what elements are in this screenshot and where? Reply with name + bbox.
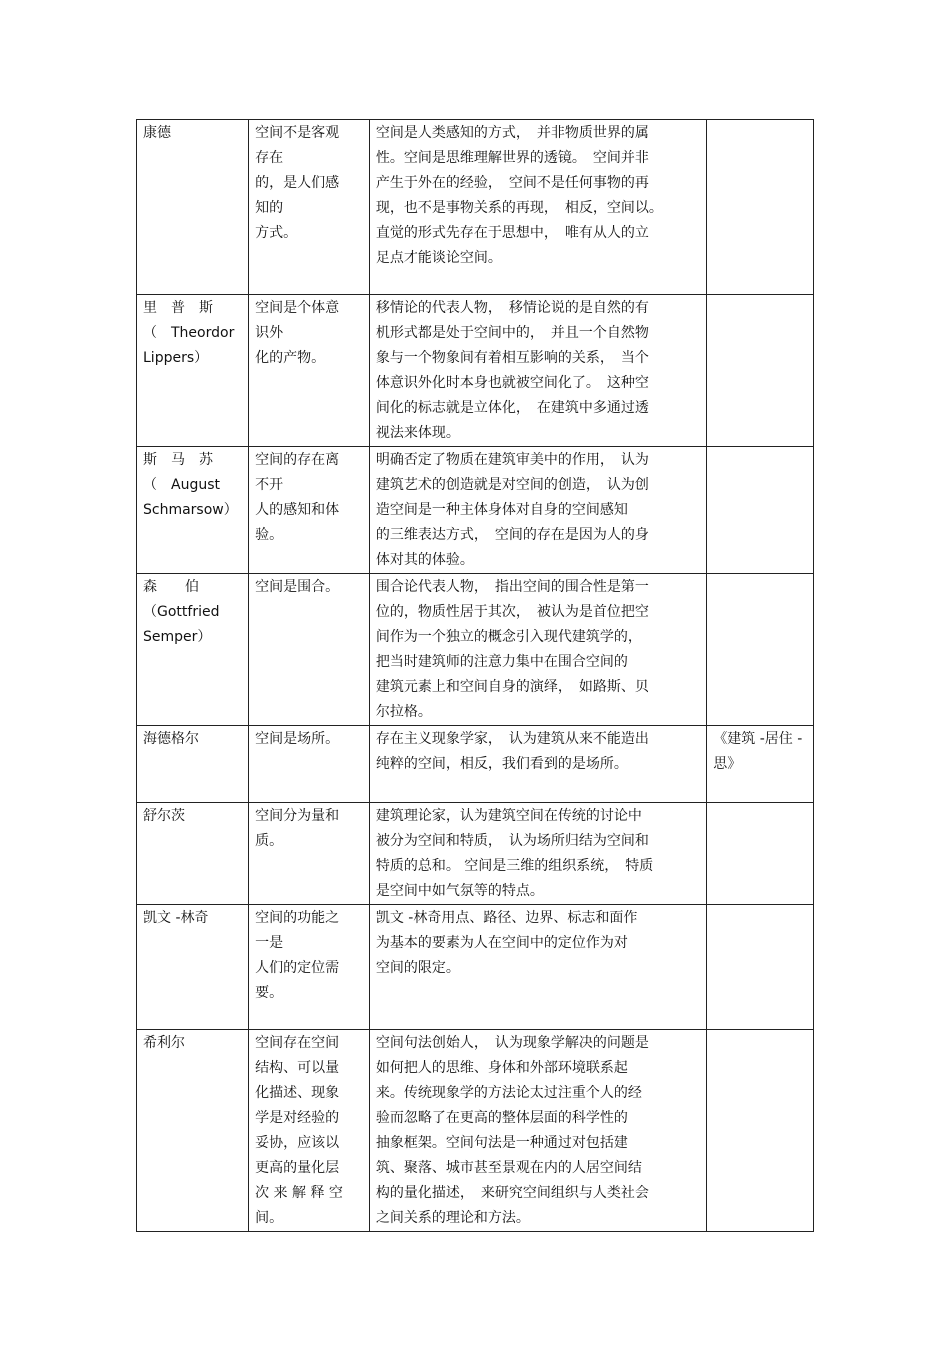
concept-line: 空间分为量和 bbox=[255, 808, 340, 824]
concept-line: 空间存在空间 bbox=[255, 1035, 340, 1051]
description-line: 位的，物质性居于其次， 被认为是首位把空 bbox=[375, 604, 649, 620]
description-cell bbox=[369, 574, 706, 726]
concept-line: 知的 bbox=[255, 200, 284, 216]
person-line: Lippers） bbox=[143, 350, 209, 366]
reference-cell bbox=[707, 1030, 814, 1232]
description-line: 的三维表达方式， 空间的存在是因为人的身 bbox=[375, 527, 649, 543]
reference-text: 《建筑 -居住 -思》 bbox=[713, 731, 803, 772]
description-line: 围合论代表人物， 指出空间的围合性是第一 bbox=[375, 579, 649, 595]
description-line: 机形式都是处于空间中的， 并且一个自然物 bbox=[375, 325, 649, 341]
concept-line: 存在 bbox=[255, 150, 284, 166]
concept-cell bbox=[249, 803, 370, 905]
table-row bbox=[137, 726, 814, 803]
description-cell bbox=[369, 447, 706, 574]
description-line: 存在主义现象学家， 认为建筑从来不能造出 bbox=[375, 731, 649, 747]
concept-line: 间。 bbox=[255, 1210, 284, 1226]
concept-line: 空间的存在离 bbox=[255, 452, 340, 468]
person-line: 斯 马 苏 bbox=[143, 452, 213, 468]
table-row bbox=[137, 120, 814, 295]
concept-line: 人们的定位需 bbox=[255, 960, 340, 976]
person-cell bbox=[137, 1030, 249, 1232]
description-line: 造空间是一种主体身体对自身的空间感知 bbox=[375, 502, 628, 518]
concept-line: 验。 bbox=[255, 527, 284, 543]
description-line: 凯文 -林奇用点、路径、边界、标志和面作 bbox=[375, 910, 638, 926]
reference-cell bbox=[707, 120, 814, 295]
description-line: 间作为一个独立的概念引入现代建筑学的， bbox=[375, 629, 642, 645]
concept-line: 学是对经验的 bbox=[255, 1110, 340, 1126]
concept-line: 空间是围合。 bbox=[255, 579, 340, 595]
description-cell bbox=[369, 1030, 706, 1232]
concept-line: 空间是场所。 bbox=[255, 731, 340, 747]
description-line: 建筑元素上和空间自身的演绎， 如路斯、贝 bbox=[375, 679, 649, 695]
description-line: 移情论的代表人物， 移情论说的是自然的有 bbox=[375, 300, 649, 316]
person-line: 凯文 -林奇 bbox=[143, 910, 209, 926]
description-line: 如何把人的思维、身体和外部环境联系起 bbox=[375, 1060, 628, 1076]
person-cell bbox=[137, 574, 249, 726]
description-cell bbox=[369, 120, 706, 295]
description-line: 体对其的体验。 bbox=[375, 552, 474, 568]
person-line: （Gottfried bbox=[143, 604, 220, 620]
concept-line: 要。 bbox=[255, 985, 284, 1001]
description-line: 来。传统现象学的方法论太过注重个人的经 bbox=[375, 1085, 642, 1101]
person-line: （ August bbox=[143, 477, 220, 493]
description-line: 足点才能谈论空间。 bbox=[375, 250, 502, 266]
reference-cell bbox=[707, 726, 814, 803]
concept-line: 一是 bbox=[255, 935, 284, 951]
concept-line: 空间是个体意 bbox=[255, 300, 340, 316]
description-line: 抽象框架。空间句法是一种通过对包括建 bbox=[375, 1135, 628, 1151]
description-line: 纯粹的空间，相反，我们看到的是场所。 bbox=[375, 756, 628, 772]
description-line: 间化的标志就是立体化， 在建筑中多通过透 bbox=[375, 400, 649, 416]
person-line: 森 伯 bbox=[143, 579, 199, 595]
concept-cell bbox=[249, 905, 370, 1030]
person-line: Semper） bbox=[143, 629, 212, 645]
table-row bbox=[137, 574, 814, 726]
person-line: 舒尔茨 bbox=[143, 808, 185, 824]
concept-line: 不开 bbox=[255, 477, 284, 493]
description-line: 是空间中如气氛等的特点。 bbox=[375, 883, 544, 899]
reference-cell bbox=[707, 574, 814, 726]
description-line: 建筑理论家，认为建筑空间在传统的讨论中 bbox=[375, 808, 642, 824]
table-row bbox=[137, 295, 814, 447]
description-line: 视法来体现。 bbox=[375, 425, 460, 441]
description-line: 把当时建筑师的注意力集中在围合空间的 bbox=[375, 654, 628, 670]
person-line: 希利尔 bbox=[143, 1035, 185, 1051]
person-line: Schmarsow） bbox=[143, 502, 238, 518]
person-line: 里 普 斯 bbox=[143, 300, 213, 316]
concept-line: 质。 bbox=[255, 833, 284, 849]
description-line: 明确否定了物质在建筑审美中的作用， 认为 bbox=[375, 452, 649, 468]
concept-cell bbox=[249, 1030, 370, 1232]
description-line: 验而忽略了在更高的整体层面的科学性的 bbox=[375, 1110, 628, 1126]
table-row bbox=[137, 1030, 814, 1232]
description-line: 建筑艺术的创造就是对空间的创造， 认为创 bbox=[375, 477, 649, 493]
description-line: 产生于外在的经验， 空间不是任何事物的再 bbox=[375, 175, 649, 191]
person-line: 康德 bbox=[143, 125, 171, 141]
person-cell bbox=[137, 120, 249, 295]
person-line: 海德格尔 bbox=[143, 731, 199, 747]
description-line: 尔拉格。 bbox=[375, 704, 432, 720]
concept-line: 空间的功能之 bbox=[255, 910, 340, 926]
concept-line: 妥协，应该以 bbox=[255, 1135, 340, 1151]
description-line: 直觉的形式先存在于思想中， 唯有从人的立 bbox=[375, 225, 649, 241]
description-cell bbox=[369, 726, 706, 803]
table-body bbox=[137, 120, 814, 1232]
concept-line: 化的产物。 bbox=[255, 350, 326, 366]
concept-line: 化描述、现象 bbox=[255, 1085, 340, 1101]
description-line: 象与一个物象间有着相互影响的关系， 当个 bbox=[375, 350, 649, 366]
theory-table bbox=[136, 119, 814, 1232]
concept-line: 次 来 解 释 空 bbox=[255, 1185, 343, 1201]
table-row bbox=[137, 905, 814, 1030]
concept-cell bbox=[249, 574, 370, 726]
concept-cell bbox=[249, 295, 370, 447]
reference-cell bbox=[707, 803, 814, 905]
person-cell bbox=[137, 295, 249, 447]
reference-cell bbox=[707, 295, 814, 447]
description-line: 构的量化描述， 来研究空间组织与人类社会 bbox=[375, 1185, 649, 1201]
concept-cell bbox=[249, 120, 370, 295]
person-cell bbox=[137, 905, 249, 1030]
concept-line: 结构、可以量 bbox=[255, 1060, 340, 1076]
person-cell bbox=[137, 447, 249, 574]
description-cell bbox=[369, 905, 706, 1030]
concept-line: 识外 bbox=[255, 325, 284, 341]
concept-line: 更高的量化层 bbox=[255, 1160, 340, 1176]
table-row bbox=[137, 803, 814, 905]
description-line: 特质的总和。 空间是三维的组织系统， 特质 bbox=[375, 858, 654, 874]
description-line: 被分为空间和特质， 认为场所归结为空间和 bbox=[375, 833, 649, 849]
concept-line: 人的感知和体 bbox=[255, 502, 340, 518]
description-line: 为基本的要素为人在空间中的定位作为对 bbox=[375, 935, 628, 951]
concept-line: 方式。 bbox=[255, 225, 298, 241]
table-row bbox=[137, 447, 814, 574]
concept-line: 空间不是客观 bbox=[255, 125, 340, 141]
description-cell bbox=[369, 295, 706, 447]
concept-line: 的，是人们感 bbox=[255, 175, 340, 191]
concept-cell bbox=[249, 447, 370, 574]
description-line: 性。空间是思维理解世界的透镜。 空间并非 bbox=[375, 150, 649, 166]
description-line: 空间是人类感知的方式， 并非物质世界的属 bbox=[375, 125, 649, 141]
concept-cell bbox=[249, 726, 370, 803]
description-line: 现，也不是事物关系的再现， 相反，空间以。 bbox=[375, 200, 663, 216]
description-line: 之间关系的理论和方法。 bbox=[375, 1210, 530, 1226]
person-line: （ Theordor bbox=[143, 325, 235, 341]
description-line: 筑、聚落、城市甚至景观在内的人居空间结 bbox=[375, 1160, 642, 1176]
description-cell bbox=[369, 803, 706, 905]
person-cell bbox=[137, 726, 249, 803]
description-line: 空间句法创始人， 认为现象学解决的问题是 bbox=[375, 1035, 649, 1051]
reference-cell bbox=[707, 447, 814, 574]
description-line: 空间的限定。 bbox=[375, 960, 460, 976]
description-line: 体意识外化时本身也就被空间化了。 这种空 bbox=[375, 375, 649, 391]
person-cell bbox=[137, 803, 249, 905]
reference-cell bbox=[707, 905, 814, 1030]
